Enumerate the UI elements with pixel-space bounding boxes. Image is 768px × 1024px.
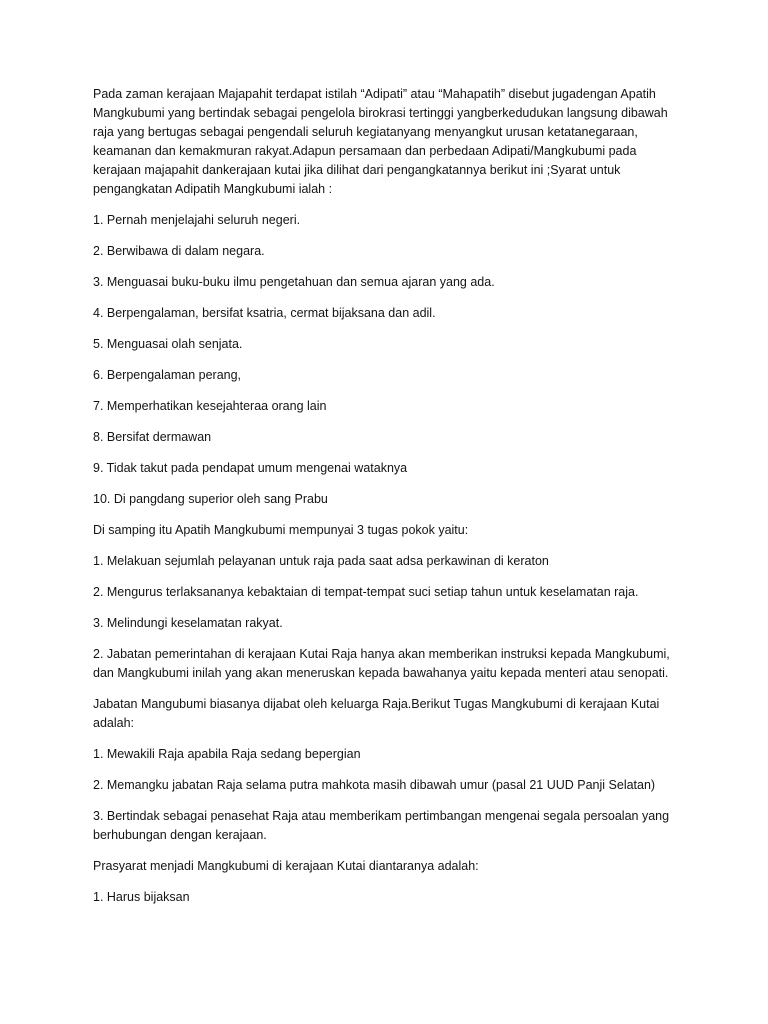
list-item: 1. Mewakili Raja apabila Raja sedang bepergian xyxy=(93,747,361,761)
list-item: 8. Bersifat dermawan xyxy=(93,430,212,444)
list-item: 6. Berpengalaman perang, xyxy=(93,368,242,382)
list-item: 2. Berwibawa di dalam negara. xyxy=(93,244,265,258)
section-paragraph: Prasyarat menjadi Mangkubumi di kerajaan Kutai diantaranya adalah: xyxy=(93,859,479,873)
list-item: 1. Pernah menjelajahi seluruh negeri. xyxy=(93,213,301,227)
section-paragraph: Jabatan Mangubumi biasanya dijabat oleh keluarga Raja.Berikut Tugas Mangkubumi di kerajaan Kutai adalah: xyxy=(93,697,660,730)
list-item: 2. Memangku jabatan Raja selama putra mahkota masih dibawah umur (pasal 21 UUD Panji Selatan) xyxy=(93,778,656,792)
list-item: 3. Menguasai buku-buku ilmu pengetahuan dan semua ajaran yang ada. xyxy=(93,275,495,289)
list-item: 3. Melindungi keselamatan rakyat. xyxy=(93,616,283,630)
list-item: 5. Menguasai olah senjata. xyxy=(93,337,243,351)
list-item: 2. Mengurus terlaksananya kebaktaian di tempat-tempat suci setiap tahun untuk keselamatan raja. xyxy=(93,585,639,599)
list-item: 9. Tidak takut pada pendapat umum mengenai wataknya xyxy=(93,461,408,475)
list-item: 1. Harus bijaksan xyxy=(93,890,190,904)
section-paragraph: Di samping itu Apatih Mangkubumi mempunyai 3 tugas pokok yaitu: xyxy=(93,523,469,537)
list-item: 1. Melakuan sejumlah pelayanan untuk raja pada saat adsa perkawinan di keraton xyxy=(93,554,549,568)
document-page xyxy=(93,85,683,919)
list-item: 2. Jabatan pemerintahan di kerajaan Kutai Raja hanya akan memberikan instruksi kepada Mangkubumi, dan Mangkubumi inilah yang akan meneruskan kepada bawahanya yaitu kepada menteri atau senopati. xyxy=(93,647,670,680)
list-item: 4. Berpengalaman, bersifat ksatria, cermat bijaksana dan adil. xyxy=(93,306,436,320)
list-item: 3. Bertindak sebagai penasehat Raja atau memberikam pertimbangan mengenai segala persoalan yang berhubungan dengan kerajaan. xyxy=(93,809,670,842)
list-item: 7. Memperhatikan kesejahteraa orang lain xyxy=(93,399,327,413)
intro-paragraph: Pada zaman kerajaan Majapahit terdapat istilah “Adipati” atau “Mahapatih” disebut jugadengan Apatih Mangkubumi yang bertindak sebagai pengelola birokrasi tertinggi yangberkedudukan langsung dibawah raja yang bertugas sebagai pengendali seluruh kegiatanyang menyangkut urusan ketatanegaraan, keamanan dan kemakmuran rakyat.Adapun persamaan dan perbedaan Adipati/Mangkubumi pada kerajaan majapahit dankerajaan kutai jika dilihat dari pengangkatannya berikut ini ;Syarat untuk pengangkatan Adipatih Mangkubumi ialah : xyxy=(93,87,668,196)
list-item: 10. Di pangdang superior oleh sang Prabu xyxy=(93,492,328,506)
